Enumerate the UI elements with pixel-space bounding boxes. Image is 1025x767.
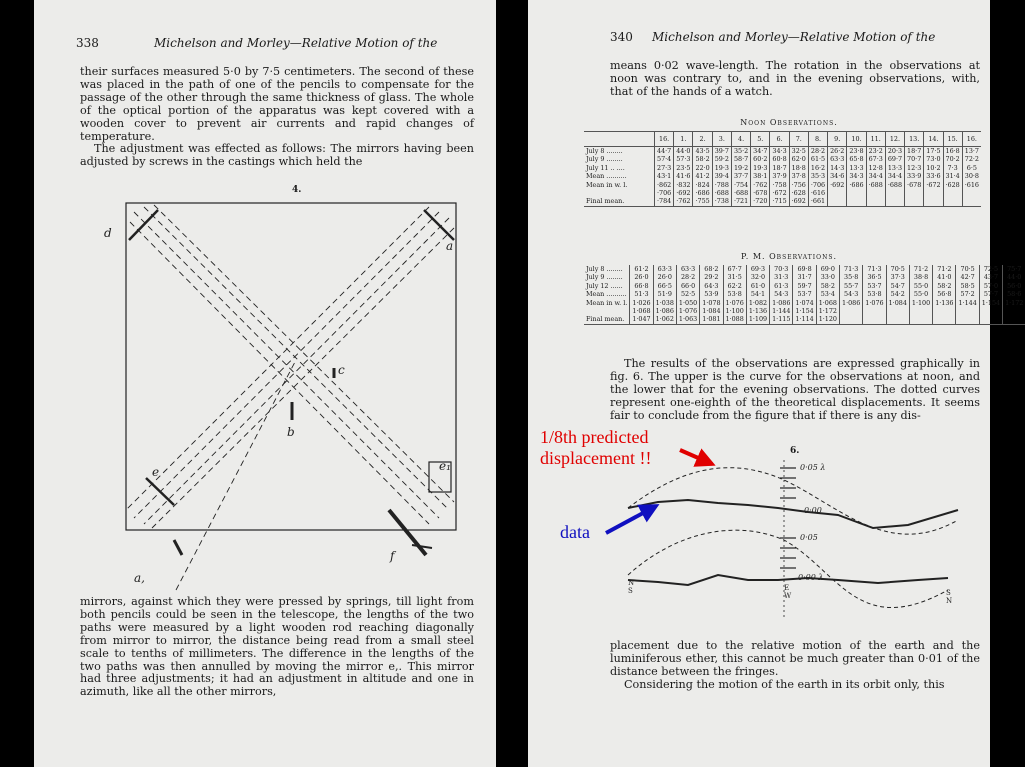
table-cell: 58·2: [816, 282, 839, 290]
table-cell: 71·2: [909, 265, 932, 273]
table-cell: 23·8: [847, 147, 866, 156]
table-cell: 35·2: [731, 147, 750, 156]
table-header-cell: 10.: [847, 132, 866, 147]
table-cell: 1·076: [863, 299, 886, 307]
table-cell: 59·7: [793, 282, 816, 290]
figure-number: 6.: [790, 446, 800, 456]
table-cell: ·688: [731, 189, 750, 197]
table-cell: 66·5: [653, 282, 676, 290]
table-cell: 1·172: [816, 307, 839, 315]
table-header-cell: 13.: [905, 132, 924, 147]
table-cell: 66·8: [630, 282, 653, 290]
label-e: e: [152, 465, 160, 479]
table-cell: 37·8: [789, 172, 808, 180]
table-cell: 63·3: [653, 265, 676, 273]
table-header-cell: 8.: [808, 132, 827, 147]
table-cell: 57·4: [655, 155, 674, 163]
table-cell: 61·3: [770, 282, 793, 290]
table-cell: 38·8: [909, 273, 932, 281]
table-cell: 43·7: [979, 273, 1002, 281]
table-cell: 1·086: [770, 299, 793, 307]
table-cell: 44·7: [655, 147, 674, 156]
paragraph: their surfaces measured 5·0 by 7·5 centimeters. The second of these was placed in the path of one of the pencils to compensate for the passage of the other through the same thickness of glass. The whole of the optical portion of the apparatus was kept covered with a wooden cover to prevent air currents and rapid changes of temperature.: [80, 65, 474, 143]
table-cell: ·692: [789, 197, 808, 206]
pm-table-title: P. M. Observations.: [740, 252, 837, 261]
table-cell: 51·9: [653, 290, 676, 298]
table-cell: 53·9: [700, 290, 723, 298]
figure-number: 4.: [292, 185, 302, 195]
table-cell: 18·8: [789, 164, 808, 172]
table-cell: 38·1: [751, 172, 770, 180]
table-cell: 57·2: [956, 290, 979, 298]
table-cell: 1·115: [770, 315, 793, 324]
table-cell: 69·8: [793, 265, 816, 273]
axis-n-right-label: N: [946, 597, 953, 605]
table-cell: ·628: [789, 189, 808, 197]
upper-zero-label: 0·00: [804, 506, 822, 515]
row-label: Mean ..........: [586, 172, 627, 181]
label-a-right: a: [446, 239, 454, 253]
table-cell: ·762: [751, 181, 770, 189]
table-cell: 58·7: [731, 155, 750, 163]
lower-scale-label: 0·05: [800, 533, 818, 542]
table-cell: 33·6: [924, 172, 943, 180]
table-cell: 53·8: [723, 290, 746, 298]
table-cell: 1·100: [909, 299, 932, 307]
table-cell: 1·081: [700, 315, 723, 324]
table-cell: 58·6: [1003, 290, 1025, 298]
table-cell: 68·2: [700, 265, 723, 273]
row-label: July 9 ........: [586, 273, 623, 282]
table-cell: 58·2: [933, 282, 956, 290]
paragraph: The adjustment was effected as follows: The mirrors having been adjusted by screws in the castings which held the: [80, 142, 474, 169]
table-header-cell: 1.: [674, 132, 693, 147]
table-cell: ·688: [712, 189, 731, 197]
table-cell: 71·3: [863, 265, 886, 273]
table-header-cell: 4.: [731, 132, 750, 147]
row-label: July 12 ......: [586, 281, 623, 290]
table-cell: ·755: [693, 197, 712, 206]
table-cell: 1·068: [630, 307, 653, 315]
table-header-cell: 5.: [751, 132, 770, 147]
table-cell: 1·100: [723, 307, 746, 315]
table-cell: 19·3: [712, 164, 731, 172]
lower-zero-label: 0·00 λ: [798, 573, 824, 582]
table-cell: 57·0: [979, 282, 1002, 290]
table-cell: ·686: [693, 189, 712, 197]
table-cell: 1·076: [723, 299, 746, 307]
table-cell: 10·2: [924, 164, 943, 172]
table-cell: 26·0: [630, 273, 653, 281]
table-cell: 1·050: [676, 299, 699, 307]
table-cell: ·678: [905, 181, 924, 189]
paragraph: Considering the motion of the earth in its orbit only, this: [624, 677, 945, 691]
axis-w-label: W: [784, 592, 792, 600]
table-cell: 23·2: [866, 147, 885, 156]
page-number: 338: [76, 36, 99, 50]
table-cell: 33·0: [816, 273, 839, 281]
row-label: Final mean.: [584, 315, 630, 324]
table-cell: 42·7: [956, 273, 979, 281]
table-cell: 54·7: [886, 282, 909, 290]
table-cell: 31·3: [770, 273, 793, 281]
table-cell: 1·074: [793, 299, 816, 307]
table-cell: 60·8: [770, 155, 789, 163]
table-cell: 61·5: [808, 155, 827, 163]
left-bottom-text: [80, 596, 474, 699]
table-cell: 1·172: [1003, 299, 1025, 307]
table-header-cell: 14.: [924, 132, 943, 147]
table-cell: 12·3: [905, 164, 924, 172]
table-cell: 1·088: [723, 315, 746, 324]
table-header-cell: 9.: [828, 132, 847, 147]
table-cell: 31·7: [793, 273, 816, 281]
table-cell: ·672: [924, 181, 943, 189]
table-cell: 57·3: [674, 155, 693, 163]
label-e1: e₁: [439, 459, 451, 473]
table-cell: ·754: [731, 181, 750, 189]
right-page: [528, 0, 1024, 767]
table-cell: 56·0: [1003, 282, 1025, 290]
table-cell: 1·144: [770, 307, 793, 315]
table-cell: 56·8: [933, 290, 956, 298]
table-cell: 13·3: [847, 164, 866, 172]
table-cell: 59·2: [712, 155, 731, 163]
table-cell: 63·3: [828, 155, 847, 163]
table-cell: 16·2: [808, 164, 827, 172]
table-cell: 39·7: [712, 147, 731, 156]
table-cell: ·715: [770, 197, 789, 206]
table-cell: 1·086: [653, 307, 676, 315]
axis-e-label: E: [784, 584, 790, 592]
table-cell: 61·2: [630, 265, 653, 273]
paragraph: means 0·02 wave-length. The rotation in the observations at noon was contrary to, and in the evening observations, with, that of the hands of a watch.: [610, 59, 980, 98]
table-cell: 71·3: [840, 265, 863, 273]
table-cell: 69·7: [885, 155, 904, 163]
table-cell: ·756: [789, 181, 808, 189]
table-cell: ·720: [751, 197, 770, 206]
row-label: Mean ..........: [586, 290, 627, 299]
table-cell: 43·5: [693, 147, 712, 156]
table-cell: 51·3: [630, 290, 653, 298]
table-cell: 36·5: [863, 273, 886, 281]
table-cell: 1·136: [746, 307, 769, 315]
table-cell: 37·7: [731, 172, 750, 180]
table-header-cell: 16.: [962, 132, 981, 147]
table-cell: ·616: [962, 181, 981, 189]
table-header-cell: 11.: [866, 132, 885, 147]
table-cell: 54·3: [840, 290, 863, 298]
axis-s-label: S: [628, 587, 633, 595]
table-cell: 70·3: [770, 265, 793, 273]
table-cell: 35·3: [808, 172, 827, 180]
table-cell: 6·5: [962, 164, 981, 172]
table-cell: 18·7: [905, 147, 924, 156]
table-cell: ·784: [655, 197, 674, 206]
table-header-cell: 16.: [655, 132, 674, 147]
table-cell: 27·3: [655, 164, 674, 172]
table-cell: 72·2: [962, 155, 981, 163]
table-cell: 44·0: [1003, 273, 1025, 281]
table-cell: 18·7: [770, 164, 789, 172]
table-cell: 35·8: [840, 273, 863, 281]
row-label: July 9 ........: [586, 155, 623, 164]
table-cell: 58·2: [693, 155, 712, 163]
table-cell: 67·3: [866, 155, 885, 163]
table-cell: 1·084: [700, 307, 723, 315]
axis-s-right-label: S: [946, 589, 951, 597]
table-cell: ·686: [847, 181, 866, 189]
table-cell: ·678: [751, 189, 770, 197]
table-cell: ·616: [808, 189, 827, 197]
table-cell: 1·136: [933, 299, 956, 307]
table-cell: 37·9: [770, 172, 789, 180]
table-cell: 1·144: [956, 299, 979, 307]
table-cell: 30·8: [962, 172, 981, 180]
table-cell: 57·7: [979, 290, 1002, 298]
table-cell: 71·2: [933, 265, 956, 273]
table-cell: 1·114: [793, 315, 816, 324]
table-cell: 61·0: [746, 282, 769, 290]
table-cell: 1·063: [676, 315, 699, 324]
table-cell: ·661: [808, 197, 827, 206]
table-cell: 26·0: [653, 273, 676, 281]
table-cell: 55·7: [840, 282, 863, 290]
table-cell: 37·3: [886, 273, 909, 281]
row-label: Final mean.: [584, 197, 655, 206]
table-cell: 34·4: [885, 172, 904, 180]
table-cell: ·824: [693, 181, 712, 189]
table-cell: 1·047: [630, 315, 653, 324]
table-header-cell: 15.: [943, 132, 962, 147]
running-head: Michelson and Morley—Relative Motion of the: [154, 36, 438, 50]
table-cell: 1·084: [886, 299, 909, 307]
table-cell: ·762: [674, 197, 693, 206]
table-cell: 1·078: [700, 299, 723, 307]
table-cell: 33·9: [905, 172, 924, 180]
running-head: Michelson and Morley—Relative Motion of the: [652, 30, 936, 44]
table-cell: 1·038: [653, 299, 676, 307]
table-cell: 70·2: [943, 155, 962, 163]
row-label: Mean in w. l.: [586, 180, 628, 189]
table-cell: 41·6: [674, 172, 693, 180]
table-cell: 1·120: [816, 315, 839, 324]
label-f: f: [390, 549, 395, 563]
table-cell: 28·2: [808, 147, 827, 156]
table-cell: 41·0: [933, 273, 956, 281]
table-cell: 60·2: [751, 155, 770, 163]
table-cell: 1·154: [979, 299, 1002, 307]
table-cell: 41·2: [693, 172, 712, 180]
table-cell: 1·026: [630, 299, 653, 307]
table-cell: [1003, 307, 1025, 315]
table-cell: 54·1: [746, 290, 769, 298]
table-cell: 55·0: [909, 282, 932, 290]
table-cell: 54·3: [770, 290, 793, 298]
table-cell: 62·2: [723, 282, 746, 290]
table-cell: 67·7: [723, 265, 746, 273]
table-cell: 69·3: [746, 265, 769, 273]
table-cell: 12·8: [866, 164, 885, 172]
table-cell: 39·4: [712, 172, 731, 180]
data-annotation: data: [560, 522, 590, 542]
annotation-line: displacement !!: [540, 448, 652, 468]
table-cell: 64·3: [700, 282, 723, 290]
table-cell: ·692: [828, 181, 847, 189]
table-cell: 52·5: [676, 290, 699, 298]
table-cell: [1003, 315, 1025, 324]
table-cell: ·721: [731, 197, 750, 206]
table-cell: 58·5: [956, 282, 979, 290]
table-cell: 53·7: [863, 282, 886, 290]
table-cell: ·688: [885, 181, 904, 189]
table-cell: 66·0: [676, 282, 699, 290]
table-header-cell: 7.: [789, 132, 808, 147]
table-cell: 1·109: [746, 315, 769, 324]
table-cell: 53·4: [816, 290, 839, 298]
predicted-displacement-annotation: [540, 427, 651, 469]
table-cell: 43·1: [655, 172, 674, 180]
table-cell: 22·0: [693, 164, 712, 172]
table-cell: 13·3: [885, 164, 904, 172]
table-cell: 34·7: [751, 147, 770, 156]
table-cell: 17·5: [924, 147, 943, 156]
table-cell: 54·2: [886, 290, 909, 298]
table-cell: 31·5: [723, 273, 746, 281]
table-cell: ·738: [712, 197, 731, 206]
table-cell: 23·5: [674, 164, 693, 172]
table-cell: ·832: [674, 181, 693, 189]
row-label: Mean in w. l.: [586, 298, 628, 307]
table-cell: 55·0: [909, 290, 932, 298]
table-cell: 34·3: [847, 172, 866, 180]
table-cell: 63·3: [676, 265, 699, 273]
left-page: [34, 0, 496, 767]
row-label: July 8 ........: [586, 147, 623, 155]
upper-scale-label: 0·05 λ: [800, 463, 826, 472]
table-cell: 65·8: [847, 155, 866, 163]
axis-n-label: N: [628, 579, 635, 587]
table-cell: 34·4: [866, 172, 885, 180]
table-cell: 72·5: [979, 265, 1002, 273]
table-cell: 32·5: [789, 147, 808, 156]
table-cell: ·692: [674, 189, 693, 197]
table-cell: 70·7: [905, 155, 924, 163]
table-cell: 29·2: [700, 273, 723, 281]
table-cell: 1·086: [840, 299, 863, 307]
table-cell: 32·0: [746, 273, 769, 281]
label-c: c: [338, 363, 345, 377]
table-header-cell: 12.: [885, 132, 904, 147]
table-cell: 34·3: [770, 147, 789, 156]
table-cell: 1·068: [816, 299, 839, 307]
label-d: d: [104, 226, 112, 240]
paragraph: The results of the observations are expressed graphically in fig. 6. The upper is the curve for the observations at noon, and the lower that for the evening observations. The dotted curves represent one-eighth of the theoretical displacements. It seems fair to conclude from the figure that if there is any dis-: [610, 357, 980, 422]
table-cell: 19·2: [731, 164, 750, 172]
noon-table-title: Noon Observations.: [740, 118, 838, 127]
table-cell: 75·7: [1003, 265, 1025, 273]
table-cell: 1·154: [793, 307, 816, 315]
table-cell: ·862: [655, 181, 674, 189]
annotation-line: 1/8th predicted: [540, 427, 649, 447]
table-cell: ·672: [770, 189, 789, 197]
paragraph: mirrors, against which they were pressed by springs, till light from both pencils could be seen in the telescope, the lengths of the two paths were measured by a light wooden rod reaching diagonally from mirror to mirror, the distance being read from a small steel scale to tenths of millimeters. The difference in the lengths of the two paths was then annulled by moving the mirror e,. This mirror had three adjustments; it had an adjustment in altitude and one in azimuth, like all the other mirrors,: [80, 595, 474, 699]
table-cell: ·706: [808, 181, 827, 189]
table-cell: 26·2: [828, 147, 847, 156]
table-cell: 1·062: [653, 315, 676, 324]
table-cell: ·688: [866, 181, 885, 189]
table-cell: 16·8: [943, 147, 962, 156]
table-cell: 53·7: [793, 290, 816, 298]
table-cell: 14·3: [828, 164, 847, 172]
table-cell: 19·3: [751, 164, 770, 172]
closing-text: [610, 640, 980, 692]
table-cell: 69·0: [816, 265, 839, 273]
table-cell: 70·5: [886, 265, 909, 273]
table-header-cell: 2.: [693, 132, 712, 147]
table-cell: ·758: [770, 181, 789, 189]
table-cell: 62·0: [789, 155, 808, 163]
label-b: b: [287, 425, 295, 439]
table-cell: 31·4: [943, 172, 962, 180]
table-cell: 70·5: [956, 265, 979, 273]
table-cell: 1·076: [676, 307, 699, 315]
table-cell: 73·0: [924, 155, 943, 163]
row-label: July 11 .. ....: [586, 163, 625, 172]
table-cell: 53·8: [863, 290, 886, 298]
table-header-cell: 6.: [770, 132, 789, 147]
page-number: 340: [610, 30, 633, 44]
table-header-cell: 3.: [712, 132, 731, 147]
paragraph: placement due to the relative motion of the earth and the luminiferous ether, this cannot be much greater than 0·01 of the distance between the fringes.: [610, 639, 980, 678]
table-cell: 28·2: [676, 273, 699, 281]
table-cell: ·788: [712, 181, 731, 189]
table-cell: 7·3: [943, 164, 962, 172]
table-cell: 34·6: [828, 172, 847, 180]
table-cell: 44·0: [674, 147, 693, 156]
table-cell: ·706: [655, 189, 674, 197]
row-label: July 8 ........: [586, 265, 623, 273]
table-cell: 1·082: [746, 299, 769, 307]
table-cell: ·628: [943, 181, 962, 189]
table-cell: 20·3: [885, 147, 904, 156]
table-cell: 13·7: [962, 147, 981, 156]
label-a-low: a,: [134, 571, 145, 585]
